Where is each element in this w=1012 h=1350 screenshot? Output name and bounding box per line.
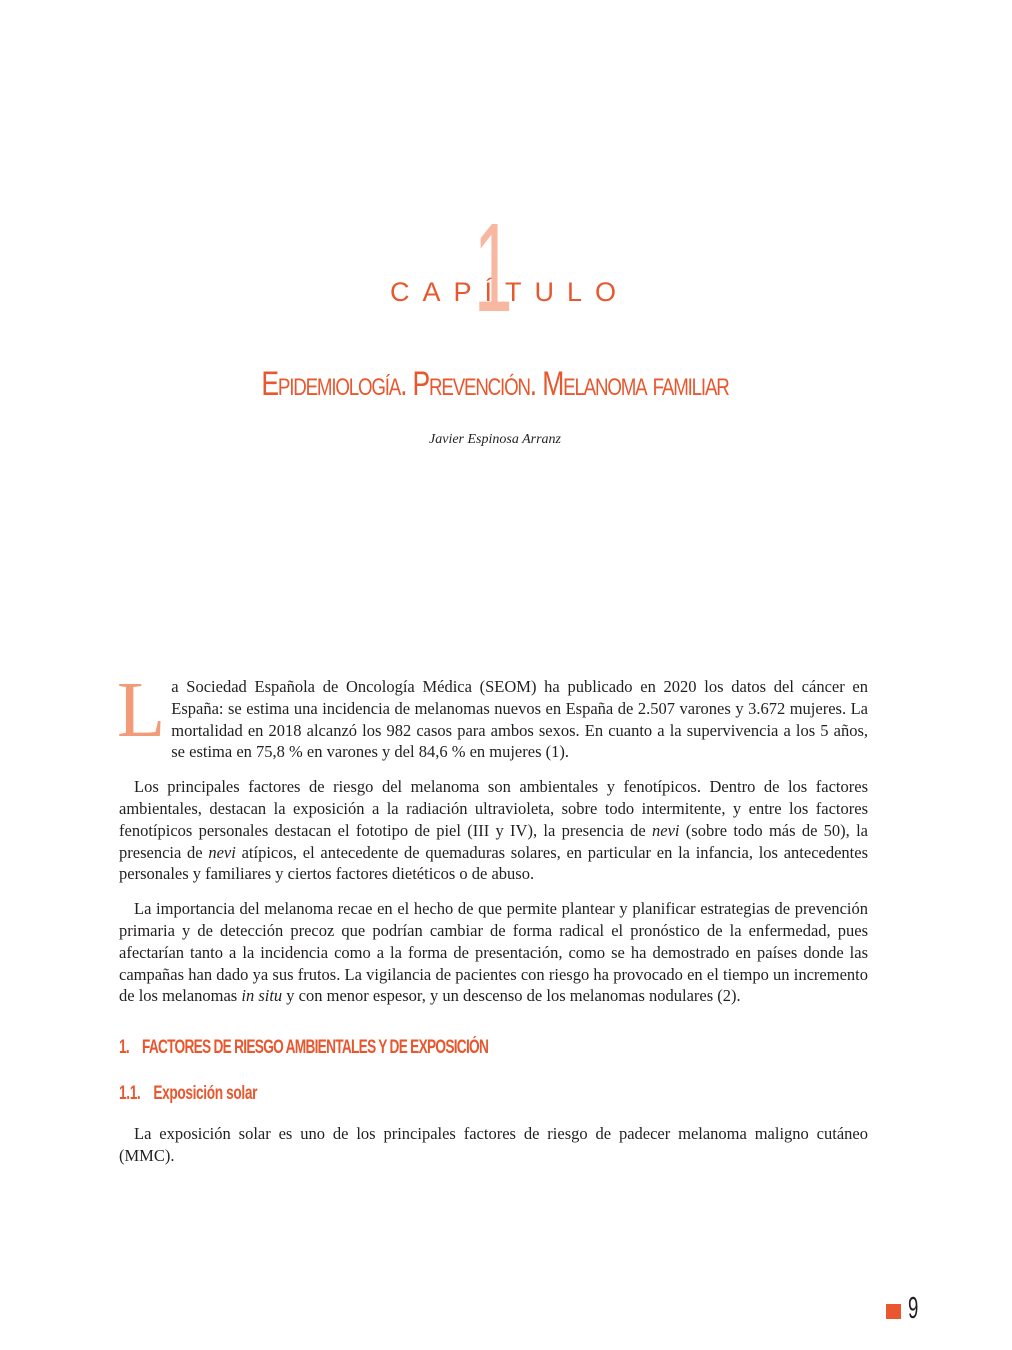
italic-term: nevi — [208, 842, 236, 862]
italic-term: nevi — [652, 820, 680, 840]
chapter-header — [0, 197, 1012, 338]
page-number: 9 — [908, 1290, 919, 1325]
section-heading — [119, 1037, 658, 1063]
paragraph-text: Los principales factores de riesgo del melanoma son ambientales y fenotípicos. Dentro de los factores ambientales, destacan la exposición a la radiación ultravioleta, sobre todo intermitente, y entre los factores fenotípicos personales destacan el fototipo de piel (III y IV), la presencia de — [119, 777, 868, 840]
body-text — [117, 667, 869, 1180]
subsection-number: 1.1. — [119, 1083, 141, 1105]
page-footer — [886, 1290, 922, 1326]
subsection-title: Exposición solar — [153, 1083, 258, 1105]
paragraph-text: y con menor espesor, y un descenso de los melanomas nodulares (2). — [282, 986, 741, 1006]
chapter-label: CAPÍTULO — [390, 277, 630, 307]
paragraph-importance — [119, 898, 868, 1007]
drop-cap: L — [117, 667, 166, 754]
intro-text: a Sociedad Española de Oncología Médica (SEOM) ha publicado en 2020 los datos del cáncer en España: se estima una incidencia de melanomas nuevos en España de 2.507 varones y 3.672 mujeres. La mortalidad en 2018 alcanzó los 982 casos para ambos sexos. En cuanto a la supervivencia a los 5 años, se estima en 75,8 % en varones y del 84,6 % en mujeres (1). — [171, 677, 868, 762]
footer-square-icon — [886, 1304, 901, 1319]
paragraph-text: (sobre todo más de 50), la presencia de — [119, 820, 869, 862]
section-number: 1. — [119, 1037, 129, 1059]
subsection-heading — [119, 1083, 658, 1109]
chapter-number: 1 — [474, 197, 513, 338]
chapter-title: Epidemiología. Prevención. Melanoma familiar — [261, 365, 729, 403]
chapter-author: Javier Espinosa Arranz — [429, 432, 561, 447]
italic-term: in situ — [241, 986, 283, 1006]
paragraph-sun-exposure: La exposición solar es uno de los principales factores de riesgo de padecer melanoma maligno cutáneo (MMC). — [119, 1124, 868, 1165]
intro-paragraph — [117, 667, 868, 763]
section-title: FACTORES DE RIESGO AMBIENTALES Y DE EXPOSICIÓN — [141, 1037, 489, 1059]
paragraph-text: La importancia del melanoma recae en el hecho de que permite plantear y planificar estrategias de prevención primaria y de detección precoz que podrían cambiar de forma radical el pronóstico de la enfermedad, pues afectarían tanto a la incidencia como a la forma de presentación, como se ha demostrado en países donde las campañas han dado ya sus frutos. La vigilancia de pacientes con riesgo ha provocado en el tiempo un incremento de los melanomas — [119, 899, 868, 1006]
paragraph-risk-factors — [119, 776, 868, 885]
paragraph-text: atípicos, el antecedente de quemaduras solares, en particular en la infancia, los antecedentes personales y familiares y ciertos factores dietéticos o de abuso. — [119, 842, 868, 884]
